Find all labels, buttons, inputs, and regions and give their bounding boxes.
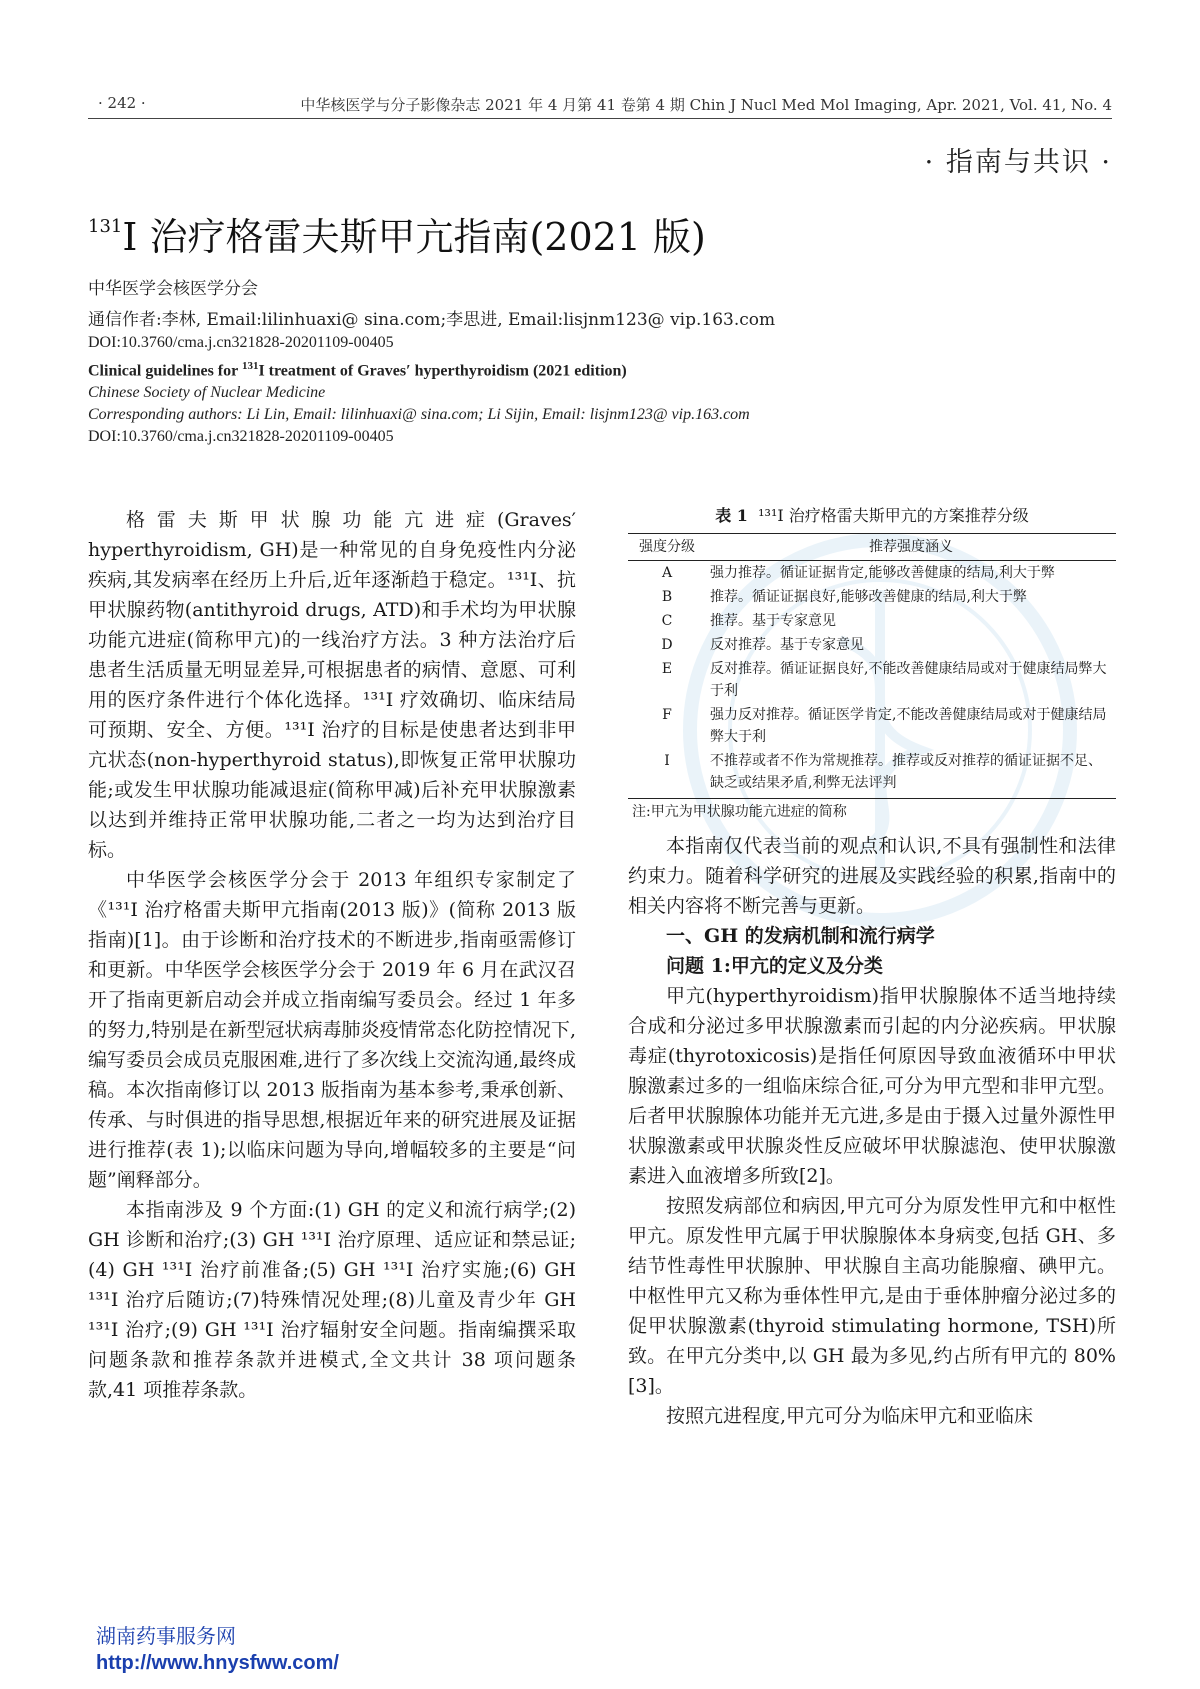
table-header-row [628, 534, 1116, 561]
col-header-meaning: 推荐强度涵义 [706, 534, 1116, 561]
meaning-cell: 强力推荐。循证证据肯定,能够改善健康的结局,利大于弊 [710, 565, 1055, 581]
table-caption [628, 505, 1116, 527]
table-row [628, 749, 1116, 799]
authors-cn: 中华医学会核医学分会 [88, 279, 258, 299]
meaning-cell: 推荐。基于专家意见 [710, 613, 836, 629]
header-rule [88, 118, 1112, 119]
title-text: I 治疗格雷夫斯甲亢指南(2021 版) [122, 215, 706, 259]
recommendation-table [628, 533, 1116, 799]
meaning-cell: 推荐。循证证据良好,能够改善健康的结局,利大于弊 [710, 589, 1027, 605]
grade-cell: C [661, 613, 673, 629]
table-row [628, 609, 1116, 633]
left-column [88, 505, 576, 1405]
table-row [628, 585, 1116, 609]
right-column [628, 505, 1116, 1431]
grade-cell: B [661, 589, 673, 605]
question-heading: 问题 1:甲亢的定义及分类 [666, 955, 883, 977]
table-note: 注:甲亢为甲状腺功能亢进症的简称 [632, 804, 847, 820]
table-row [628, 657, 1116, 703]
meaning-cell: 反对推荐。循证证据良好,不能改善健康结局或对于健康结局弊大于利 [710, 661, 1107, 699]
left-paragraph: 中华医学会核医学分会于 2013 年组织专家制定了《¹³¹I 治疗格雷夫斯甲亢指南(2013 版)》(简称 2013 版指南)[1]。由于诊断和治疗技术的不断进步,指南亟需修订和更新。中华医学会核医学分会于 2019 年 6 月在武汉召开了指南更新启动会并成立指南编写委员会。经过 1 年多的努力,特别是在新型冠状病毒肺炎疫情常态化防控情况下,编写委员会成员克服困难,进行了多次线上交流沟通,最终成稿。本次指南修订以 2013 版指南为基本参考,秉承创新、传承、与时俱进的指导思想,根据近年来的研究进展及证据进行推荐(表 1);以临床问题为导向,增幅较多的主要是“问题”阐释部分。 [88, 869, 576, 1191]
grade-cell: E [661, 661, 673, 677]
society-en: Chinese Society of Nuclear Medicine [88, 384, 326, 401]
left-paragraph: 本指南涉及 9 个方面:(1) GH 的定义和流行病学;(2) GH 诊断和治疗;(3) GH ¹³¹I 治疗原理、适应证和禁忌证;(4) GH ¹³¹I 治疗前准备;(5) GH ¹³¹I 治疗实施;(6) GH ¹³¹I 治疗后随访;(7)特殊情况处理;(8)儿童及青少年 GH ¹³¹I 治疗;(9) GH ¹³¹I 治疗辐射安全问题。指南编撰采取问题条款和推荐条款并进模式,全文共计 38 项问题条款,41 项推荐条款。 [88, 1199, 576, 1401]
table-label: 表 1 [715, 506, 748, 525]
table-row [628, 703, 1116, 749]
corresponding-cn: 通信作者:李林, Email:lilinhuaxi@ sina.com;李思进, Email:lisjnm123@ vip.163.com [88, 310, 776, 330]
footer-site-name: 湖南药事服务网 [96, 1626, 236, 1648]
table-caption-text: ¹³¹I 治疗格雷夫斯甲亢的方案推荐分级 [758, 506, 1029, 525]
grade-cell: A [661, 565, 673, 581]
col-header-grade: 强度分级 [628, 534, 706, 561]
left-paragraph: 格雷夫斯甲状腺功能亢进症(Graves′ hyperthyroidism, GH)是一种常见的自身免疫性内分泌疾病,其发病率在经历上升后,近年逐渐趋于稳定。¹³¹I、抗甲状腺药物(antithyroid drugs, ATD)和手术均为甲状腺功能亢进症(简称甲亢)的一线治疗方法。3 种方法治疗后患者生活质量无明显差异,可根据患者的病情、意愿、可利用的医疗条件进行个体化选择。¹³¹I 疗效确切、临床结局可预期、安全、方便。¹³¹I 治疗的目标是使患者达到非甲亢状态(non-hyperthyroid status),即恢复正常甲状腺功能;或发生甲状腺功能减退症(简称甲减)后补充甲状腺激素以达到并维持正常甲状腺功能,二者之一均为达到治疗目标。 [88, 509, 576, 861]
doi-en: DOI:10.3760/cma.j.cn321828-20201109-00405 [88, 428, 394, 445]
footer-url-link[interactable]: http://www.hnysfww.com/ [96, 1652, 339, 1674]
article-title [88, 206, 706, 261]
title-superscript: 131 [88, 216, 123, 237]
site-footer [96, 1624, 339, 1676]
right-paragraph: 按照发病部位和病因,甲亢可分为原发性甲亢和中枢性甲亢。原发性甲亢属于甲状腺腺体本身病变,包括 GH、多结节性毒性甲状腺肿、甲状腺自主高功能腺瘤、碘甲亢。中枢性甲亢又称为垂体性甲亢,是由于垂体肿瘤分泌过多的促甲状腺激素(thyroid stimulating hormone, TSH)所致。在甲亢分类中,以 GH 最为多见,约占所有甲亢的 80%[3]。 [628, 1195, 1116, 1397]
meaning-cell: 反对推荐。基于专家意见 [710, 637, 864, 653]
table-row [628, 561, 1116, 586]
title-en [88, 360, 1112, 380]
meaning-cell: 不推荐或者不作为常规推荐。推荐或反对推荐的循证证据不足、缺乏或结果矛盾,利弊无法评判 [706, 749, 1116, 799]
doi-cn: DOI:10.3760/cma.j.cn321828-20201109-00405 [88, 334, 394, 351]
table-row [628, 633, 1116, 657]
right-intro: 本指南仅代表当前的观点和认识,不具有强制性和法律约束力。随着科学研究的进展及实践经验的积累,指南中的相关内容将不断完善与更新。 [628, 835, 1116, 917]
journal-info: 中华核医学与分子影像杂志 2021 年 4 月第 41 卷第 4 期 Chin J Nucl Med Mol Imaging, Apr. 2021, Vol. 41, No. 4 [300, 96, 1112, 114]
section-heading: 一、GH 的发病机制和流行病学 [666, 925, 935, 947]
title-en-pre: Clinical guidelines for [88, 362, 242, 380]
title-en-post: I treatment of Graves′ hyperthyroidism (2021 edition) [258, 362, 627, 380]
page-number: · 242 · [98, 94, 146, 112]
grade-cell: D [661, 637, 673, 653]
meaning-cell: 强力反对推荐。循证医学肯定,不能改善健康结局或对于健康结局弊大于利 [710, 707, 1107, 745]
section-tag: · 指南与共识 · [924, 147, 1112, 178]
right-paragraph: 按照亢进程度,甲亢可分为临床甲亢和亚临床 [666, 1405, 1034, 1427]
grade-cell: F [662, 707, 672, 723]
title-en-sup: 131 [241, 360, 259, 372]
grade-cell: I [628, 749, 706, 799]
right-paragraph: 甲亢(hyperthyroidism)指甲状腺腺体不适当地持续合成和分泌过多甲状腺激素而引起的内分泌疾病。甲状腺毒症(thyrotoxicosis)是指任何原因导致血液循环中甲状腺激素过多的一组临床综合征,可分为甲亢型和非甲亢型。后者甲状腺腺体功能并无亢进,多是由于摄入过量外源性甲状腺激素或甲状腺炎性反应破坏甲状腺滤泡、使甲状腺激素进入血液增多所致[2]。 [628, 985, 1116, 1187]
running-header [88, 94, 1112, 118]
corresponding-en: Corresponding authors: Li Lin, Email: lilinhuaxi@ sina.com; Li Sijin, Email: lisjnm123@ vip.163.com [88, 406, 750, 423]
